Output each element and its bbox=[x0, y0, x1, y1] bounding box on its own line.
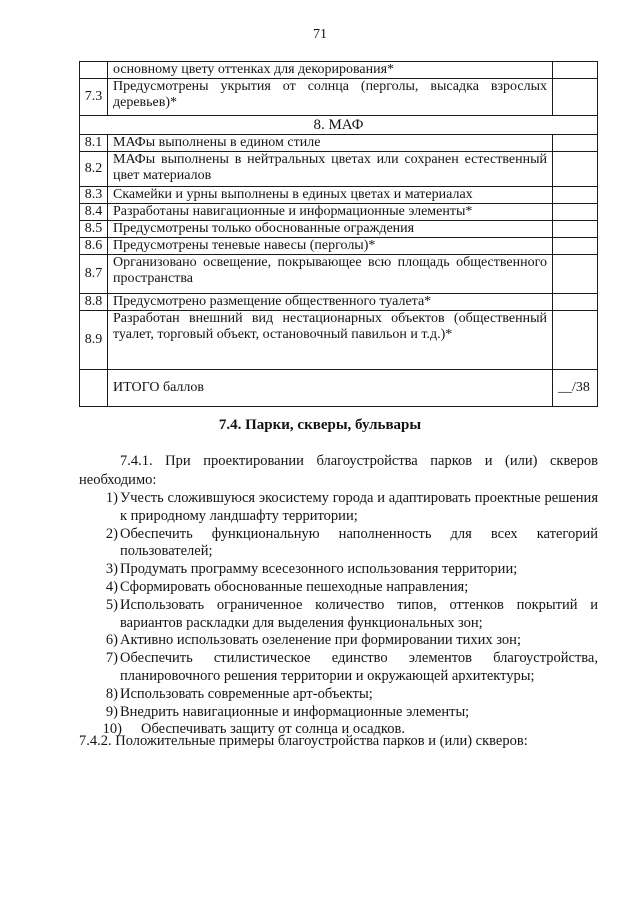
list-marker: 7) bbox=[105, 650, 118, 667]
row-number: 8.8 bbox=[80, 294, 108, 311]
list-item-text: Учесть сложившуюся экосистему города и адаптировать проектные решения к природному ландшафту территории; bbox=[120, 490, 598, 524]
list-item-text: Использовать ограниченное количество типов, оттенков покрытий и вариантов раскладки для выделения функциональных зон; bbox=[120, 596, 598, 631]
list-item-text: Внедрить навигационные и информационные элементы; bbox=[120, 703, 470, 720]
intro-paragraph: 7.4.1. При проектировании благоустройства парков и (или) скверов необходимо: bbox=[79, 453, 598, 488]
table-row bbox=[80, 79, 598, 116]
section-heading: 7.4. Парки, скверы, бульвары bbox=[218, 417, 422, 433]
row-score bbox=[553, 255, 598, 294]
row-number bbox=[80, 370, 108, 407]
table-row bbox=[80, 221, 598, 238]
row-number: 8.6 bbox=[80, 238, 108, 255]
table-row bbox=[80, 255, 598, 294]
row-criterion: Предусмотрены только обоснованные ограждения bbox=[108, 221, 553, 238]
page-number: 71 bbox=[313, 27, 327, 42]
list-item bbox=[79, 632, 598, 650]
list-item-text: Продумать программу всесезонного использования территории; bbox=[120, 561, 518, 578]
row-score bbox=[553, 79, 598, 116]
table-section-row bbox=[80, 116, 598, 135]
row-criterion: Разработан внешний вид нестационарных объектов (общественный туалет, торговый объект, остановочный павильон и т.д.)* bbox=[108, 311, 553, 370]
row-score bbox=[553, 238, 598, 255]
row-criterion: Скамейки и урны выполнены в единых цветах и материалах bbox=[108, 187, 553, 204]
closing-paragraph: 7.4.2. Положительные примеры благоустройства парков и (или) скверов: bbox=[79, 733, 528, 749]
list-item-text: Сформировать обоснованные пешеходные направления; bbox=[120, 578, 469, 595]
row-number: 7.3 bbox=[80, 79, 108, 116]
list-item bbox=[79, 561, 598, 579]
total-label: ИТОГО баллов bbox=[108, 370, 553, 407]
list-item-text: Обеспечить стилистическое единство элементов благоустройства, планировочного решения территории и окружающей архитектуры; bbox=[120, 650, 598, 684]
list-marker: 4) bbox=[105, 578, 118, 595]
row-number: 8.5 bbox=[80, 221, 108, 238]
row-number: 8.9 bbox=[80, 311, 108, 370]
table-row bbox=[80, 187, 598, 204]
row-criterion: МАФы выполнены в нейтральных цветах или сохранен естественный цвет материалов bbox=[108, 152, 553, 187]
row-number: 8.2 bbox=[80, 152, 108, 187]
row-criterion: основному цвету оттенках для декорирования* bbox=[108, 62, 553, 79]
row-number: 8.7 bbox=[80, 255, 108, 294]
row-criterion: Предусмотрены теневые навесы (перголы)* bbox=[108, 238, 553, 255]
list-marker: 2) bbox=[105, 525, 118, 542]
list-item bbox=[79, 650, 598, 686]
list-item bbox=[79, 526, 598, 562]
row-criterion: Предусмотрено размещение общественного туалета* bbox=[108, 294, 553, 311]
table-row bbox=[80, 238, 598, 255]
table-row bbox=[80, 294, 598, 311]
row-score bbox=[553, 62, 598, 79]
table-row bbox=[80, 62, 598, 79]
table-row bbox=[80, 135, 598, 152]
list-item bbox=[79, 704, 598, 722]
row-score bbox=[553, 152, 598, 187]
requirements-list bbox=[79, 490, 598, 739]
total-score: __/38 bbox=[553, 370, 598, 407]
row-number: 8.3 bbox=[80, 187, 108, 204]
row-number bbox=[80, 62, 108, 79]
list-marker: 6) bbox=[105, 632, 118, 649]
list-item-text: Обеспечить функциональную наполненность для всех категорий пользователей; bbox=[120, 525, 598, 560]
row-criterion: Организовано освещение, покрывающее всю площадь общественного пространства bbox=[108, 255, 553, 294]
row-score bbox=[553, 204, 598, 221]
list-item bbox=[79, 597, 598, 633]
table-total-row bbox=[80, 370, 598, 407]
list-item bbox=[79, 579, 598, 597]
row-criterion: Предусмотрены укрытия от солнца (перголы, высадка взрослых деревьев)* bbox=[108, 79, 553, 116]
row-score bbox=[553, 221, 598, 238]
row-number: 8.4 bbox=[80, 204, 108, 221]
row-number: 8.1 bbox=[80, 135, 108, 152]
row-score bbox=[553, 187, 598, 204]
list-marker: 3) bbox=[105, 561, 118, 578]
table-section-title: 8. МАФ bbox=[80, 116, 598, 135]
list-marker: 5) bbox=[105, 596, 118, 613]
criteria-table bbox=[79, 61, 598, 407]
list-marker: 9) bbox=[105, 703, 118, 720]
row-score bbox=[553, 311, 598, 370]
list-item-text: Активно использовать озеленение при формировании тихих зон; bbox=[120, 632, 521, 649]
row-score bbox=[553, 294, 598, 311]
list-item-text: Использовать современные арт-объекты; bbox=[120, 685, 373, 702]
list-marker: 10) bbox=[102, 721, 122, 738]
list-item bbox=[79, 686, 598, 704]
list-item bbox=[79, 490, 598, 526]
row-criterion: МАФы выполнены в едином стиле bbox=[108, 135, 553, 152]
table-row bbox=[80, 152, 598, 187]
table-row bbox=[80, 204, 598, 221]
list-marker: 8) bbox=[105, 685, 118, 702]
list-marker: 1) bbox=[105, 490, 118, 506]
row-criterion: Разработаны навигационные и информационные элементы* bbox=[108, 204, 553, 221]
table-row bbox=[80, 311, 598, 370]
row-score bbox=[553, 135, 598, 152]
list-item-text: Обеспечивать защиту от солнца и осадков. bbox=[141, 721, 405, 738]
